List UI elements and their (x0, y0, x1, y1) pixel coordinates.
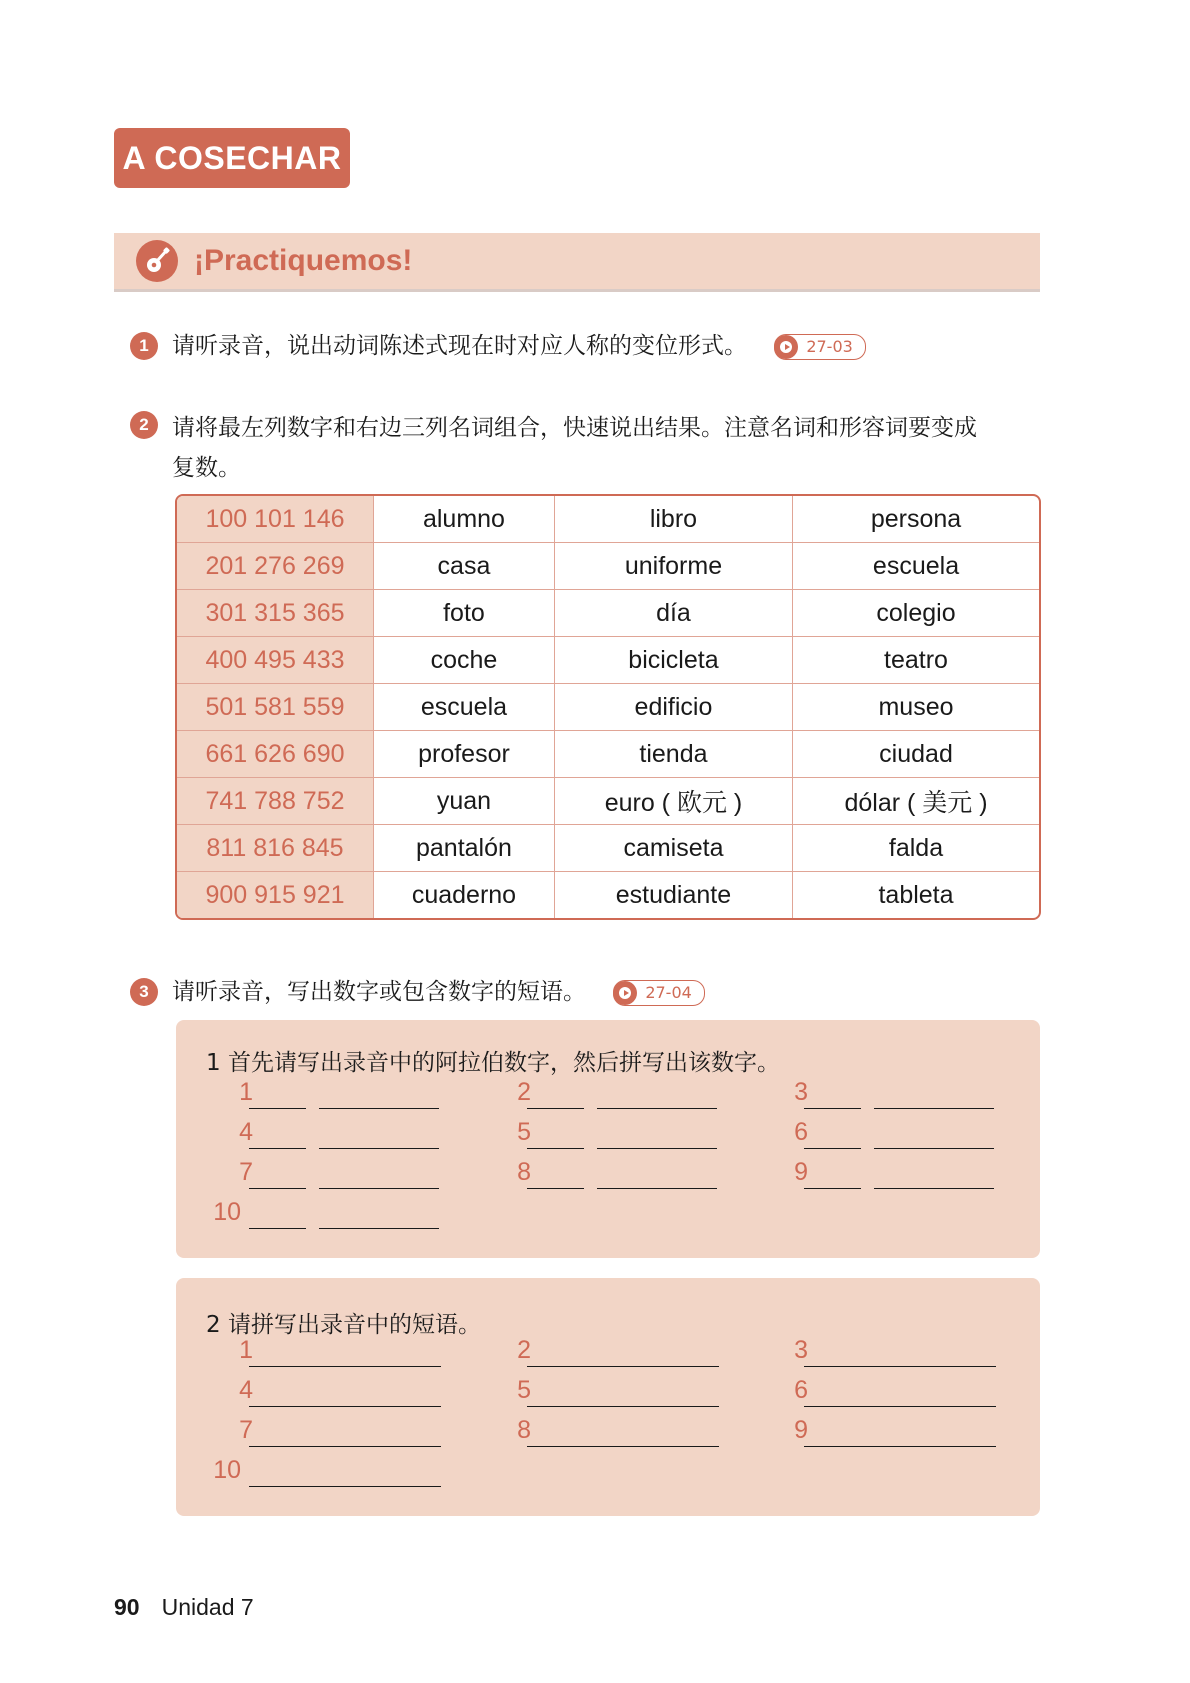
answer-item (206, 1118, 466, 1152)
answer-blank[interactable] (527, 1406, 719, 1407)
answer-blank[interactable] (249, 1446, 441, 1447)
number-cell: 811 816 845 (177, 825, 374, 872)
table-row (177, 731, 1039, 778)
answer-number: 2 (517, 1078, 531, 1106)
answer-number: 3 (794, 1078, 808, 1106)
answer-number: 4 (239, 1118, 253, 1146)
number-cell: 900 915 921 (177, 872, 374, 918)
answer-blank-spelling[interactable] (597, 1188, 717, 1189)
box-title: 2 请拼写出录音中的短语。 (206, 1312, 481, 1338)
noun-cell: cuaderno (374, 872, 555, 918)
number-cell: 400 495 433 (177, 637, 374, 684)
exercise-2 (130, 408, 977, 488)
answer-item (484, 1376, 744, 1410)
answer-item (206, 1078, 466, 1112)
table-row (177, 637, 1039, 684)
practice-banner (114, 233, 1040, 292)
answer-blank-numeral[interactable] (527, 1188, 584, 1189)
answer-blank-numeral[interactable] (804, 1108, 861, 1109)
noun-cell: persona (793, 496, 1039, 543)
page-footer (114, 1594, 254, 1621)
exercise-instruction: 请将最左列数字和右边三列名词组合，快速说出结果。注意名词和形容词要变成 (172, 415, 977, 441)
answer-item (206, 1158, 466, 1192)
answer-item (206, 1376, 466, 1410)
noun-cell: estudiante (555, 872, 793, 918)
exercise-number-badge: 1 (130, 332, 158, 360)
noun-cell: falda (793, 825, 1039, 872)
answer-blank[interactable] (249, 1486, 441, 1487)
play-icon (613, 981, 637, 1005)
table-row (177, 825, 1039, 872)
number-cell: 201 276 269 (177, 543, 374, 590)
answer-blank-spelling[interactable] (319, 1108, 439, 1109)
banner-title: ¡Practiquemos! (194, 244, 413, 277)
answer-blank-numeral[interactable] (527, 1108, 584, 1109)
exercise-number-badge: 3 (130, 978, 158, 1006)
answer-number: 5 (517, 1376, 531, 1404)
answer-number: 7 (239, 1416, 253, 1444)
answer-blank[interactable] (527, 1446, 719, 1447)
answer-item (484, 1416, 744, 1450)
answer-number: 9 (794, 1158, 808, 1186)
answer-item (206, 1336, 466, 1370)
answer-number: 10 (213, 1456, 241, 1484)
answer-blank-numeral[interactable] (249, 1148, 306, 1149)
noun-cell: yuan (374, 778, 555, 825)
answer-item (206, 1456, 466, 1490)
answer-number: 6 (794, 1376, 808, 1404)
answer-blank-numeral[interactable] (804, 1148, 861, 1149)
noun-cell: escuela (374, 684, 555, 731)
answer-item (484, 1118, 744, 1152)
table-row (177, 872, 1039, 918)
noun-cell: camiseta (555, 825, 793, 872)
number-cell: 301 315 365 (177, 590, 374, 637)
noun-cell: foto (374, 590, 555, 637)
answer-blank-spelling[interactable] (874, 1188, 994, 1189)
box-title: 1 首先请写出录音中的阿拉伯数字，然后拼写出该数字。 (206, 1050, 780, 1076)
noun-cell: pantalón (374, 825, 555, 872)
answer-item (484, 1336, 744, 1370)
noun-cell: uniforme (555, 543, 793, 590)
table-row (177, 778, 1039, 825)
answer-number: 10 (213, 1198, 241, 1226)
noun-cell: teatro (793, 637, 1039, 684)
noun-cell: escuela (793, 543, 1039, 590)
answer-blank-numeral[interactable] (249, 1188, 306, 1189)
noun-cell: libro (555, 496, 793, 543)
answer-item (761, 1078, 1021, 1112)
noun-cell: día (555, 590, 793, 637)
table-row (177, 496, 1039, 543)
noun-cell: colegio (793, 590, 1039, 637)
answer-number: 9 (794, 1416, 808, 1444)
exercise-instruction: 请听录音，写出数字或包含数字的短语。 (172, 979, 586, 1005)
section-tag: A COSECHAR (114, 128, 350, 188)
number-cell: 661 626 690 (177, 731, 374, 778)
noun-cell: dólar ( 美元 ) (793, 778, 1039, 825)
noun-cell: casa (374, 543, 555, 590)
audio-track-button[interactable] (774, 334, 866, 360)
answer-number: 3 (794, 1336, 808, 1364)
noun-cell: museo (793, 684, 1039, 731)
answer-blank[interactable] (804, 1446, 996, 1447)
answer-number: 2 (517, 1336, 531, 1364)
noun-cell: tienda (555, 731, 793, 778)
play-icon (774, 335, 798, 359)
answer-item (484, 1158, 744, 1192)
noun-cell: alumno (374, 496, 555, 543)
word-combination-table (175, 494, 1041, 920)
audio-track-button[interactable] (613, 980, 705, 1006)
answer-item (761, 1416, 1021, 1450)
number-cell: 741 788 752 (177, 778, 374, 825)
answer-blank-numeral[interactable] (249, 1108, 306, 1109)
exercise-3 (130, 975, 705, 1009)
answer-item (206, 1198, 466, 1232)
answer-blank-spelling[interactable] (319, 1228, 439, 1229)
table-row (177, 590, 1039, 637)
answer-blank[interactable] (804, 1366, 996, 1367)
answer-blank[interactable] (249, 1366, 441, 1367)
exercise-number-badge: 2 (130, 411, 158, 439)
noun-cell: coche (374, 637, 555, 684)
answer-number: 8 (517, 1416, 531, 1444)
answer-blank-spelling[interactable] (597, 1148, 717, 1149)
noun-cell: bicicleta (555, 637, 793, 684)
table-row (177, 543, 1039, 590)
exercise-1 (130, 329, 866, 363)
noun-cell: euro ( 欧元 ) (555, 778, 793, 825)
answer-blank-spelling[interactable] (874, 1148, 994, 1149)
answer-blank-numeral[interactable] (804, 1188, 861, 1189)
answer-item (761, 1158, 1021, 1192)
audio-track-label: 27-03 (806, 336, 853, 356)
answer-number: 1 (239, 1078, 253, 1106)
number-cell: 501 581 559 (177, 684, 374, 731)
noun-cell: ciudad (793, 731, 1039, 778)
answer-item (206, 1416, 466, 1450)
answer-number: 4 (239, 1376, 253, 1404)
answer-blank-spelling[interactable] (319, 1148, 439, 1149)
exercise-instruction-cont: 复数。 (172, 455, 241, 481)
answer-number: 1 (239, 1336, 253, 1364)
answer-item (761, 1376, 1021, 1410)
answer-blank-spelling[interactable] (319, 1188, 439, 1189)
noun-cell: profesor (374, 731, 555, 778)
answer-blank-spelling[interactable] (597, 1108, 717, 1109)
noun-cell: tableta (878, 880, 954, 909)
answer-blank-numeral[interactable] (527, 1148, 584, 1149)
guitar-icon (136, 240, 178, 282)
answer-item (761, 1118, 1021, 1152)
page-number: 90 (114, 1594, 140, 1620)
answer-blank[interactable] (804, 1406, 996, 1407)
answer-number: 6 (794, 1118, 808, 1146)
answer-blank-numeral[interactable] (249, 1228, 306, 1229)
answer-blank[interactable] (249, 1406, 441, 1407)
answer-item (484, 1078, 744, 1112)
exercise-instruction: 请听录音，说出动词陈述式现在时对应人称的变位形式。 (172, 333, 747, 359)
audio-track-label: 27-04 (645, 982, 692, 1002)
number-cell: 100 101 146 (177, 496, 374, 543)
answer-number: 8 (517, 1158, 531, 1186)
answer-number: 7 (239, 1158, 253, 1186)
answer-number: 5 (517, 1118, 531, 1146)
exercise-box-phrases (176, 1278, 1040, 1516)
answer-blank-spelling[interactable] (874, 1108, 994, 1109)
answer-blank[interactable] (527, 1366, 719, 1367)
unit-label: Unidad 7 (161, 1594, 254, 1620)
table-row (177, 684, 1039, 731)
exercise-box-numbers (176, 1020, 1040, 1258)
noun-cell: edificio (555, 684, 793, 731)
answer-item (761, 1336, 1021, 1370)
